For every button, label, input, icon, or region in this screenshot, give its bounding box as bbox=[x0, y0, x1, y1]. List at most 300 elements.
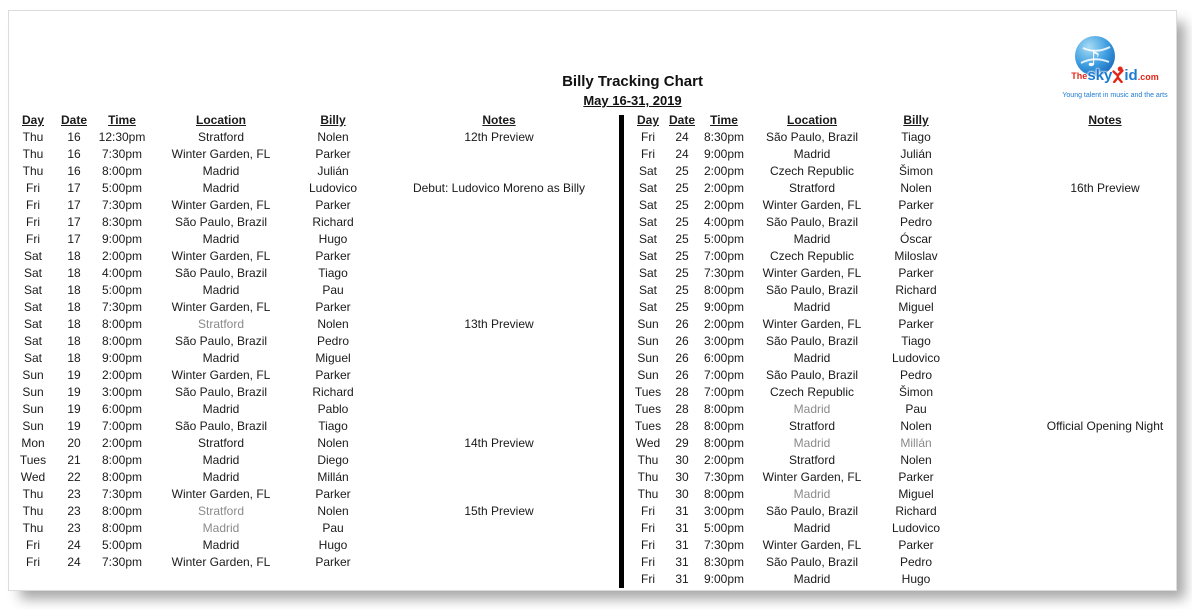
col-header-time: Time bbox=[710, 113, 738, 127]
notes-cell bbox=[1029, 231, 1181, 248]
day-cell: Fri bbox=[641, 538, 655, 552]
notes-cell bbox=[1029, 452, 1181, 469]
billy-cell: Parker bbox=[315, 368, 351, 382]
table-row bbox=[629, 214, 1181, 231]
time-cell: 12:30pm bbox=[98, 130, 146, 144]
spacer-cell bbox=[959, 503, 1029, 520]
location-cell: Czech Republic bbox=[769, 385, 855, 399]
location-cell: Winter Garden, FL bbox=[171, 300, 271, 314]
spacer-cell bbox=[959, 384, 1029, 401]
location-cell: Winter Garden, FL bbox=[762, 538, 862, 552]
time-cell: 2:00pm bbox=[703, 198, 745, 212]
location-cell: Madrid bbox=[793, 147, 831, 161]
table-row bbox=[629, 248, 1181, 265]
col-header-day: Day bbox=[21, 113, 44, 127]
logo-tagline: Young talent in music and the arts bbox=[1062, 92, 1168, 99]
location-cell: Czech Republic bbox=[769, 249, 855, 263]
schedule-table-left bbox=[11, 112, 623, 571]
date-cell: 25 bbox=[675, 215, 689, 229]
notes-cell bbox=[1029, 469, 1181, 486]
date-cell: 28 bbox=[675, 419, 689, 433]
table-row bbox=[11, 316, 623, 333]
schedule-table-right bbox=[629, 112, 1181, 588]
date-cell: 24 bbox=[67, 538, 81, 552]
notes-cell bbox=[1029, 503, 1181, 520]
date-cell: 19 bbox=[67, 419, 81, 433]
billy-cell: Julián bbox=[900, 147, 932, 161]
day-cell: Sat bbox=[638, 266, 657, 280]
time-cell: 8:00pm bbox=[101, 504, 143, 518]
location-cell: Madrid bbox=[202, 164, 240, 178]
date-cell: 25 bbox=[675, 164, 689, 178]
date-cell: 25 bbox=[675, 300, 689, 314]
date-cell: 20 bbox=[67, 436, 81, 450]
time-cell: 6:00pm bbox=[101, 402, 143, 416]
notes-cell bbox=[375, 214, 623, 231]
time-cell: 7:00pm bbox=[703, 249, 745, 263]
time-cell: 2:00pm bbox=[101, 249, 143, 263]
date-cell: 18 bbox=[67, 249, 81, 263]
date-cell: 24 bbox=[675, 130, 689, 144]
notes-cell bbox=[1029, 571, 1181, 588]
location-cell: São Paulo, Brazil bbox=[174, 215, 268, 229]
spacer-cell bbox=[959, 367, 1029, 384]
day-cell: Thu bbox=[22, 487, 44, 501]
billy-cell: Parker bbox=[315, 249, 351, 263]
logo-id: id bbox=[1124, 67, 1138, 84]
table-row bbox=[11, 401, 623, 418]
notes-cell bbox=[375, 401, 623, 418]
date-cell: 23 bbox=[67, 504, 81, 518]
date-range-subtitle: May 16-31, 2019 bbox=[583, 93, 682, 108]
date-cell: 25 bbox=[675, 266, 689, 280]
date-cell: 23 bbox=[67, 487, 81, 501]
table-row bbox=[629, 350, 1181, 367]
location-cell: Stratford bbox=[197, 504, 245, 518]
col-header-date: Date bbox=[60, 113, 87, 127]
spacer-cell bbox=[959, 163, 1029, 180]
spacer-cell bbox=[959, 333, 1029, 350]
spacer-cell bbox=[959, 214, 1029, 231]
location-cell: Winter Garden, FL bbox=[762, 266, 862, 280]
table-row bbox=[11, 384, 623, 401]
table-row bbox=[629, 282, 1181, 299]
spacer-cell bbox=[959, 282, 1029, 299]
notes-cell bbox=[1029, 520, 1181, 537]
svg-text:♪: ♪ bbox=[1087, 47, 1101, 71]
col-header-billy: Billy bbox=[320, 113, 346, 127]
day-cell: Sat bbox=[23, 351, 42, 365]
date-cell: 21 bbox=[67, 453, 81, 467]
notes-cell bbox=[375, 265, 623, 282]
billy-cell: Parker bbox=[898, 198, 934, 212]
notes-cell bbox=[1029, 146, 1181, 163]
location-cell: Madrid bbox=[202, 521, 240, 535]
time-cell: 8:00pm bbox=[703, 487, 745, 501]
date-cell: 26 bbox=[675, 351, 689, 365]
date-cell: 18 bbox=[67, 266, 81, 280]
date-cell: 30 bbox=[675, 470, 689, 484]
notes-cell bbox=[375, 197, 623, 214]
table-row bbox=[11, 282, 623, 299]
time-cell: 8:30pm bbox=[101, 215, 143, 229]
date-cell: 25 bbox=[675, 198, 689, 212]
day-cell: Fri bbox=[26, 232, 40, 246]
billy-cell: Ludovico bbox=[891, 351, 941, 365]
day-cell: Fri bbox=[26, 538, 40, 552]
billy-cell: Millán bbox=[900, 436, 932, 450]
header-row bbox=[11, 112, 623, 129]
spacer-cell bbox=[959, 401, 1029, 418]
time-cell: 8:00pm bbox=[703, 419, 745, 433]
col-header-location: Location bbox=[196, 113, 246, 127]
logo-dotcom: .com bbox=[1137, 72, 1159, 82]
table-row bbox=[629, 452, 1181, 469]
notes-cell bbox=[1029, 163, 1181, 180]
table-row bbox=[11, 146, 623, 163]
billy-cell: Hugo bbox=[901, 572, 931, 586]
day-cell: Sun bbox=[22, 368, 44, 382]
billy-cell: Nolen bbox=[900, 181, 932, 195]
notes-cell bbox=[1029, 384, 1181, 401]
table-row bbox=[11, 469, 623, 486]
time-cell: 3:00pm bbox=[101, 385, 143, 399]
table-row bbox=[11, 435, 623, 452]
billy-cell: Parker bbox=[898, 470, 934, 484]
day-cell: Fri bbox=[641, 555, 655, 569]
col-header-date: Date bbox=[668, 113, 695, 127]
billy-cell: Pau bbox=[905, 402, 927, 416]
location-cell: Winter Garden, FL bbox=[171, 249, 271, 263]
day-cell: Sat bbox=[638, 232, 657, 246]
day-cell: Thu bbox=[22, 504, 44, 518]
notes-cell bbox=[375, 350, 623, 367]
day-cell: Sat bbox=[23, 283, 42, 297]
location-cell: Madrid bbox=[202, 453, 240, 467]
location-cell: São Paulo, Brazil bbox=[174, 419, 268, 433]
table-row bbox=[11, 486, 623, 503]
notes-cell bbox=[375, 469, 623, 486]
day-cell: Sat bbox=[638, 198, 657, 212]
billy-cell: Nolen bbox=[900, 419, 932, 433]
location-cell: Winter Garden, FL bbox=[762, 317, 862, 331]
notes-cell bbox=[1029, 333, 1181, 350]
day-cell: Fri bbox=[26, 555, 40, 569]
spacer-cell bbox=[959, 316, 1029, 333]
location-cell: Madrid bbox=[793, 487, 831, 501]
date-cell: 19 bbox=[67, 385, 81, 399]
date-cell: 25 bbox=[675, 232, 689, 246]
billy-cell: Pau bbox=[322, 283, 344, 297]
day-cell: Tues bbox=[634, 419, 662, 433]
col-header-billy: Billy bbox=[903, 113, 929, 127]
spacer-cell bbox=[959, 180, 1029, 197]
location-cell: Winter Garden, FL bbox=[171, 555, 271, 569]
day-cell: Sat bbox=[638, 249, 657, 263]
location-cell: São Paulo, Brazil bbox=[765, 368, 859, 382]
table-row bbox=[629, 180, 1181, 197]
location-cell: Stratford bbox=[788, 419, 836, 433]
time-cell: 6:00pm bbox=[703, 351, 745, 365]
billy-cell: Millán bbox=[317, 470, 349, 484]
day-cell: Fri bbox=[26, 215, 40, 229]
billy-cell: Richard bbox=[895, 504, 937, 518]
date-cell: 17 bbox=[67, 181, 81, 195]
spacer-cell bbox=[959, 265, 1029, 282]
time-cell: 2:00pm bbox=[703, 453, 745, 467]
billy-cell: Parker bbox=[315, 198, 351, 212]
billy-cell: Tiago bbox=[901, 334, 931, 348]
location-cell: Winter Garden, FL bbox=[171, 487, 271, 501]
notes-cell: 14th Preview bbox=[464, 436, 534, 450]
date-cell: 25 bbox=[675, 249, 689, 263]
time-cell: 5:00pm bbox=[703, 232, 745, 246]
table-row bbox=[11, 214, 623, 231]
location-cell: São Paulo, Brazil bbox=[765, 555, 859, 569]
day-cell: Fri bbox=[641, 130, 655, 144]
date-cell: 16 bbox=[67, 147, 81, 161]
billy-cell: Parker bbox=[898, 266, 934, 280]
day-cell: Sun bbox=[637, 351, 659, 365]
notes-cell bbox=[375, 554, 623, 571]
date-cell: 31 bbox=[675, 555, 689, 569]
table-row bbox=[11, 350, 623, 367]
table-row bbox=[11, 520, 623, 537]
location-cell: São Paulo, Brazil bbox=[765, 283, 859, 297]
billy-cell: Parker bbox=[315, 555, 351, 569]
time-cell: 4:00pm bbox=[101, 266, 143, 280]
table-row bbox=[629, 384, 1181, 401]
notes-cell bbox=[375, 163, 623, 180]
day-cell: Wed bbox=[635, 436, 661, 450]
spacer-cell bbox=[959, 571, 1029, 588]
chart-page bbox=[8, 10, 1177, 591]
billy-cell: Richard bbox=[312, 385, 354, 399]
notes-cell bbox=[375, 299, 623, 316]
time-cell: 9:00pm bbox=[703, 300, 745, 314]
day-cell: Thu bbox=[22, 147, 44, 161]
time-cell: 4:00pm bbox=[703, 215, 745, 229]
col-header-location: Location bbox=[787, 113, 837, 127]
billy-cell: Pedro bbox=[899, 215, 933, 229]
time-cell: 9:00pm bbox=[703, 572, 745, 586]
notes-cell bbox=[375, 282, 623, 299]
spacer-cell bbox=[959, 520, 1029, 537]
spacer-cell bbox=[959, 248, 1029, 265]
billy-cell: Parker bbox=[898, 538, 934, 552]
spacer-cell bbox=[959, 435, 1029, 452]
date-cell: 26 bbox=[675, 368, 689, 382]
day-cell: Sat bbox=[23, 317, 42, 331]
table-row bbox=[629, 469, 1181, 486]
table-row bbox=[629, 316, 1181, 333]
day-cell: Sun bbox=[637, 317, 659, 331]
spacer-cell bbox=[959, 418, 1029, 435]
billy-cell: Miguel bbox=[898, 487, 934, 501]
time-cell: 3:00pm bbox=[703, 334, 745, 348]
billy-cell: Tiago bbox=[901, 130, 931, 144]
date-cell: 31 bbox=[675, 521, 689, 535]
billy-cell: Pedro bbox=[316, 334, 350, 348]
notes-cell: 15th Preview bbox=[464, 504, 534, 518]
notes-cell bbox=[375, 520, 623, 537]
notes-cell bbox=[375, 384, 623, 401]
day-cell: Sat bbox=[638, 181, 657, 195]
location-cell: São Paulo, Brazil bbox=[765, 215, 859, 229]
day-cell: Sat bbox=[638, 283, 657, 297]
time-cell: 8:30pm bbox=[703, 555, 745, 569]
date-cell: 18 bbox=[67, 334, 81, 348]
time-cell: 9:00pm bbox=[703, 147, 745, 161]
location-cell: Madrid bbox=[793, 402, 831, 416]
time-cell: 8:00pm bbox=[101, 453, 143, 467]
page-title: Billy Tracking Chart bbox=[562, 73, 703, 90]
location-cell: Winter Garden, FL bbox=[171, 368, 271, 382]
spacer-column bbox=[959, 112, 1029, 129]
table-row bbox=[11, 503, 623, 520]
day-cell: Fri bbox=[26, 198, 40, 212]
spacer-cell bbox=[959, 129, 1029, 146]
table-row bbox=[629, 197, 1181, 214]
location-cell: Madrid bbox=[202, 232, 240, 246]
location-cell: Madrid bbox=[202, 402, 240, 416]
time-cell: 8:00pm bbox=[703, 283, 745, 297]
billy-cell: Ludovico bbox=[891, 521, 941, 535]
table-row bbox=[11, 452, 623, 469]
location-cell: Winter Garden, FL bbox=[171, 147, 271, 161]
schedule-body-right bbox=[629, 129, 1181, 588]
day-cell: Fri bbox=[641, 521, 655, 535]
notes-cell bbox=[375, 231, 623, 248]
day-cell: Thu bbox=[637, 453, 659, 467]
col-header-notes: Notes bbox=[482, 113, 516, 127]
billy-cell: Hugo bbox=[318, 232, 348, 246]
date-cell: 19 bbox=[67, 402, 81, 416]
table-row bbox=[629, 503, 1181, 520]
location-cell: Czech Republic bbox=[769, 164, 855, 178]
spacer-cell bbox=[959, 350, 1029, 367]
spacer-cell bbox=[959, 231, 1029, 248]
time-cell: 8:00pm bbox=[101, 470, 143, 484]
date-cell: 30 bbox=[675, 487, 689, 501]
billy-cell: Parker bbox=[315, 300, 351, 314]
notes-cell: Official Opening Night bbox=[1046, 419, 1164, 433]
location-cell: Madrid bbox=[793, 436, 831, 450]
date-cell: 19 bbox=[67, 368, 81, 382]
table-row bbox=[11, 163, 623, 180]
table-row bbox=[11, 265, 623, 282]
time-cell: 5:00pm bbox=[101, 283, 143, 297]
day-cell: Sun bbox=[22, 385, 44, 399]
location-cell: Madrid bbox=[202, 470, 240, 484]
time-cell: 3:00pm bbox=[703, 504, 745, 518]
billy-cell: Nolen bbox=[317, 130, 349, 144]
billy-cell: Šimon bbox=[898, 164, 933, 178]
notes-cell bbox=[1029, 214, 1181, 231]
table-row bbox=[629, 333, 1181, 350]
day-cell: Sun bbox=[22, 419, 44, 433]
billy-cell: Miguel bbox=[315, 351, 351, 365]
notes-cell bbox=[1029, 350, 1181, 367]
time-cell: 8:00pm bbox=[101, 164, 143, 178]
notes-cell: 13th Preview bbox=[464, 317, 534, 331]
table-row bbox=[629, 571, 1181, 588]
date-cell: 31 bbox=[675, 538, 689, 552]
time-cell: 7:30pm bbox=[703, 538, 745, 552]
billy-cell: Parker bbox=[315, 147, 351, 161]
day-cell: Sun bbox=[22, 402, 44, 416]
day-cell: Sat bbox=[23, 266, 42, 280]
day-cell: Sat bbox=[638, 215, 657, 229]
date-cell: 16 bbox=[67, 130, 81, 144]
notes-cell bbox=[375, 248, 623, 265]
table-row bbox=[629, 146, 1181, 163]
notes-cell bbox=[1029, 401, 1181, 418]
day-cell: Thu bbox=[22, 130, 44, 144]
billy-cell: Tiago bbox=[318, 266, 348, 280]
date-cell: 18 bbox=[67, 283, 81, 297]
billy-cell: Hugo bbox=[318, 538, 348, 552]
table-row bbox=[11, 299, 623, 316]
table-row bbox=[629, 418, 1181, 435]
notes-cell bbox=[375, 418, 623, 435]
notes-cell bbox=[1029, 197, 1181, 214]
time-cell: 5:00pm bbox=[101, 181, 143, 195]
table-row bbox=[11, 180, 623, 197]
date-cell: 26 bbox=[675, 317, 689, 331]
day-cell: Thu bbox=[22, 164, 44, 178]
date-cell: 17 bbox=[67, 232, 81, 246]
location-cell: Winter Garden, FL bbox=[762, 198, 862, 212]
location-cell: Madrid bbox=[202, 351, 240, 365]
date-cell: 28 bbox=[675, 402, 689, 416]
day-cell: Thu bbox=[637, 487, 659, 501]
date-cell: 16 bbox=[67, 164, 81, 178]
date-cell: 29 bbox=[675, 436, 689, 450]
time-cell: 9:00pm bbox=[101, 351, 143, 365]
billy-cell: Richard bbox=[312, 215, 354, 229]
time-cell: 8:00pm bbox=[101, 334, 143, 348]
location-cell: Madrid bbox=[793, 300, 831, 314]
time-cell: 2:00pm bbox=[703, 164, 745, 178]
theskykid-logo bbox=[1058, 35, 1172, 105]
day-cell: Fri bbox=[641, 147, 655, 161]
location-cell: Stratford bbox=[788, 181, 836, 195]
spacer-cell bbox=[959, 486, 1029, 503]
notes-cell bbox=[1029, 537, 1181, 554]
date-cell: 30 bbox=[675, 453, 689, 467]
table-row bbox=[11, 129, 623, 146]
location-cell: São Paulo, Brazil bbox=[174, 266, 268, 280]
table-row bbox=[629, 537, 1181, 554]
date-cell: 24 bbox=[67, 555, 81, 569]
day-cell: Sat bbox=[23, 300, 42, 314]
location-cell: Winter Garden, FL bbox=[171, 198, 271, 212]
logo-sky: sky bbox=[1087, 67, 1113, 84]
day-cell: Tues bbox=[634, 385, 662, 399]
notes-cell bbox=[1029, 129, 1181, 146]
time-cell: 7:30pm bbox=[703, 266, 745, 280]
time-cell: 2:00pm bbox=[101, 436, 143, 450]
time-cell: 7:30pm bbox=[101, 198, 143, 212]
table-row bbox=[11, 537, 623, 554]
time-cell: 7:00pm bbox=[703, 368, 745, 382]
date-cell: 25 bbox=[675, 283, 689, 297]
billy-cell: Miguel bbox=[898, 300, 934, 314]
time-cell: 5:00pm bbox=[101, 538, 143, 552]
notes-cell: 16th Preview bbox=[1070, 181, 1140, 195]
notes-cell bbox=[1029, 554, 1181, 571]
